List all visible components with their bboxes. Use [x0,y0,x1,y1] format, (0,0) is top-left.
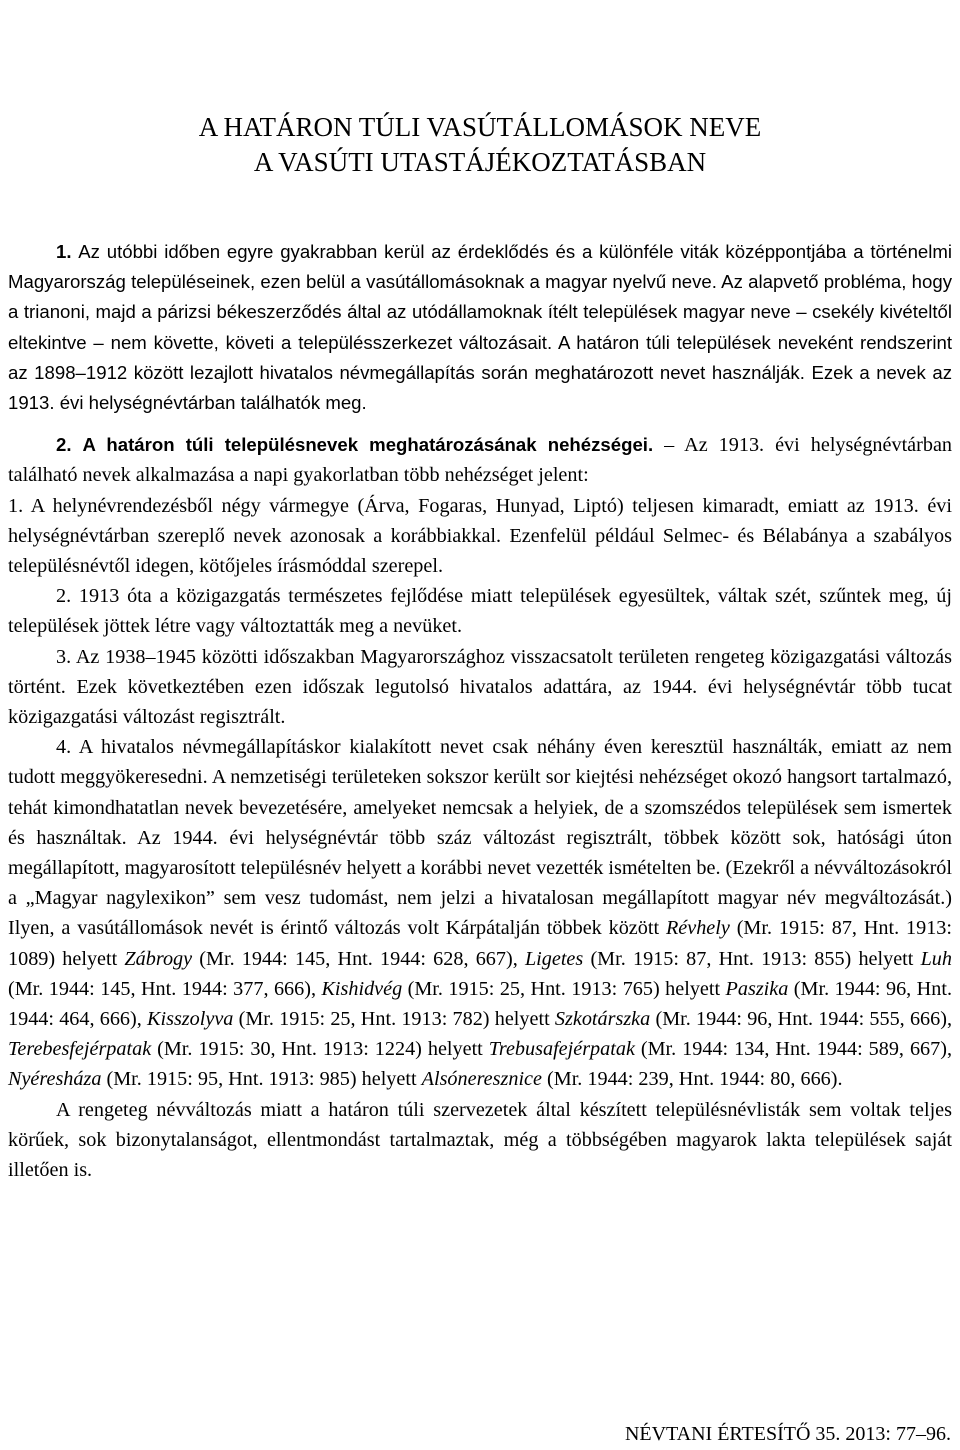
place-name: Trebusafejérpatak [488,1038,635,1061]
section-1-number: 1. [56,241,72,262]
place-name: Zábrogy [124,947,193,970]
place-name: Révhely [665,917,730,940]
journal-footer: NÉVTANI ÉRTESÍTŐ 35. 2013: 77–96. [624,1423,951,1445]
section-2-item-4 [8,732,952,1094]
place-name: Paszika [725,977,789,1000]
place-name: Alsóneresznice [421,1068,542,1091]
section-2-item-3: 3. Az 1938–1945 közötti időszakban Magyarországhoz visszacsatolt területen rengeteg közigazgatási változás történt. Ezek következtében ezen időszak legutolsó hivatalos adattára, az 1944. évi helységnévtár több tucat közigazgatási változást regisztrált. [8,645,952,729]
closing-paragraph: A rengeteg névváltozás miatt a határon túli szervezetek által készített településnévlisták sem voltak teljes körűek, sok bizonytalanságot, ellentmondást tartalmaztak, még a többségében magyarok lakta települések saját illetően is. [8,1098,952,1182]
item-4-text: (Mr. 1915: 25, Hnt. 1913: 782) helyett [233,1008,555,1031]
place-name: Kishidvég [321,977,403,1000]
page-title [0,110,960,180]
section-1-paragraph [8,237,952,418]
section-2-item-2: 2. 1913 óta a közigazgatás természetes fejlődése miatt települések egyesültek, váltak szét, szűntek meg, új települések jöttek létre vagy változtatták meg a nevüket. [8,585,952,638]
place-name: Terebesfejérpatak [8,1038,152,1061]
item-4-text: (Mr. 1915: 30, Hnt. 1913: 1224) helyett [151,1038,489,1061]
item-4-text: (Mr. 1915: 87, Hnt. 1913: 855) helyett [583,947,921,970]
item-4-text: (Mr. 1944: 134, Hnt. 1944: 589, 667), [634,1038,952,1061]
section-2-item-1: 1. A helynévrendezésből négy vármegye (Árva, Fogaras, Hunyad, Liptó) teljesen kimaradt, emiatt az 1913. évi helységnévtárban szereplő nevek azonosak a korábbiakkal. Ezenfelül például Selmec- és Bélabánya a szabályos településnévtől idegen, kötőjeles írásmóddal szerepel. [8,494,952,578]
item-4-text: (Mr. 1944: 239, Hnt. 1944: 80, 666). [541,1068,843,1091]
article-body [8,237,952,1185]
place-name: Luh [920,947,952,970]
section-2-heading: A határon túli településnevek meghatározásának nehézségei. [82,434,654,456]
place-name: Ligetes [524,947,584,970]
item-4-text: (Mr. 1944: 145, Hnt. 1944: 377, 666), [8,977,322,1000]
item-4-text: 4. A hivatalos névmegállapításkor kialakított nevet csak néhány éven keresztül használták, emiatt az nem tudott meggyökeresedni. A nemzetiségi területeken sokszor került sor kiejtési nehézséget okozó hangsort tartalmazó, tehát kimondhatatlan nevek bevezetésére, amelyeket nemcsak a helyiek, de a szomszédos települések sem ismertek és használtak. Az 1944. évi helységnévtár több száz változást regisztrált, többek között sok, hatósági úton megállapított, magyarosított településnév helyett a korábbi nevet vezették ismételten be. (Ezekről a névváltozásokról a „Magyar nagylexikon” sem vesz tudomást, nem jelzi a hivatalosan megállapított magyar név megváltozását.) Ilyen, a vasútállomások nevét is érintő változás volt Kárpátalján többek között [8,736,952,940]
section-2-intro: – Az 1913. évi helységnévtárban található nevek alkalmazása a napi gyakorlatban több nehézséget jelent: [8,434,953,487]
section-2-intro-paragraph [8,430,952,490]
place-name: Szkotárszka [554,1008,651,1031]
section-1-text: Az utóbbi időben egyre gyakrabban kerül az érdeklődés és a különféle viták középpontjába a történelmi Magyarország településeinek, ezen belül a vasútállomásoknak a magyar nyelvű neve. Az alapvető probléma, hogy a trianoni, majd a párizsi békeszerződés által az utódállamoknak ítélt települések magyar neve – csekély kivételtől eltekintve – nem követte, követi a településszerkezet változásait. A határon túli települések neveként rendszerint az 1898–1912 között lezajlott hivatalos névmegállapítás során meghatározott nevet használják. Ezek a nevek az 1913. évi helységnévtárban találhatók meg. [8,241,953,414]
item-4-text: (Mr. 1915: 25, Hnt. 1913: 765) helyett [402,977,726,1000]
section-2-number: 2. [56,434,72,456]
item-4-text: (Mr. 1915: 95, Hnt. 1913: 985) helyett [101,1068,422,1091]
item-4-text: (Mr. 1944: 145, Hnt. 1944: 628, 667), [192,947,525,970]
place-name: Kisszolyva [147,1008,234,1031]
item-4-text: (Mr. 1944: 96, Hnt. 1944: 555, 666), [650,1008,952,1031]
item-4-text: (Mr. 1944: 96, Hnt. 1944: 464, 666), [8,977,952,1031]
title-line-1: A HATÁRON TÚLI VASÚTÁLLOMÁSOK NEVE [198,112,762,142]
item-4-text: (Mr. 1915: 87, Hnt. 1913: 1089) helyett [8,917,953,970]
title-line-2: A VASÚTI UTASTÁJÉKOZTATÁSBAN [253,147,707,177]
place-name: Nyéresháza [8,1068,102,1091]
